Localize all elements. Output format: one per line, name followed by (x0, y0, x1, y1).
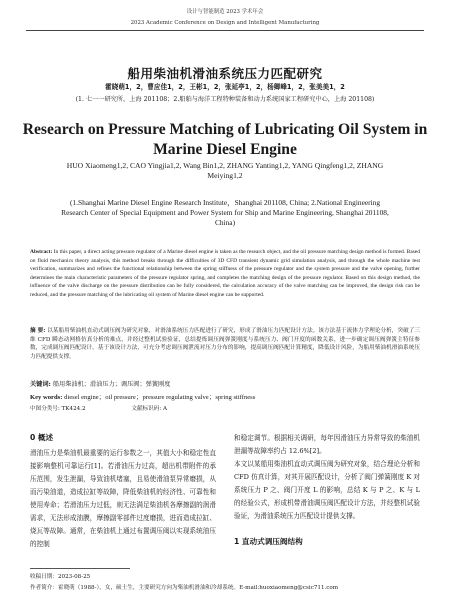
section-1-heading: 1 直动式调压阀结构 (234, 537, 303, 546)
abstract-en (30, 248, 420, 300)
clc-number: 中图分类号: TK424.2 (30, 406, 86, 412)
keywords-en-text: diesel engine；oil pressure；pressure regulating valve；spring stiffness (64, 394, 256, 401)
keywords-cn (30, 379, 420, 388)
footnote-rule (30, 568, 130, 569)
running-header-en: 2023 Academic Conference on Design and Intelligent Manufacturing (130, 20, 320, 26)
document-code: 文献标识码: A (131, 406, 168, 412)
abstract-cn-text: 以某船用柴油机直动式调压阀为研究对象，对滑油系统压力匹配进行了研究，形成了滑油压力匹配设计方法。该方法基于流体力学理论分析，突破了三维 CFD 瞬态动网格仿真分析的难点，并经过整机试验验证，总结提炼调压阀弹簧刚度与系统压力、阀门开度的函数关系，进一步确定调压阀弹簧主特征参数，完成调压阀匹配设计。基于该设计方法，可充分考虑调压阀泄流对压力分布的影响，提高调压阀匹配计算精度，降低设计风险，为船用柴油机滑油系统压力匹配提供支撑。 (30, 328, 420, 360)
footnote-received: 收稿日期：2023-08-25 (30, 574, 91, 580)
authors-cn: 霍晓萌1，2，曹应佳1，2，王彬1，2，张延亭1，2，杨卿峰1，2，张美美1，2 (105, 83, 345, 91)
title-en: Research on Pressure Matching of Lubricating Oil System in Marine Diesel Engine (22, 121, 428, 158)
title-cn: 船用柴油机滑油系统压力匹配研究 (127, 66, 323, 81)
keywords-cn-label: 关键词: (30, 381, 51, 388)
abstract-cn-label: 摘 要: (30, 328, 46, 334)
keywords-cn-text: 船用柴油机；滑油压力；调压阀；弹簧刚度 (52, 381, 171, 388)
affiliation-en: (1.Shanghai Marine Diesel Engine Research Institute，Shanghai 201108, China; 2.National Engineering Research Center of Special Equipment and Power System for Ship and Marine Engineering, Shanghai 201108, China) (61, 198, 389, 227)
body-column-left: 滑油压力是柴油机最重要的运行参数之一，其值大小和稳定性直接影响整机可靠运行[1]。若滑油压力过高，超出机带附件的承压范围，发生泄漏，导致油机堵塞，且易使滑油泵异常磨损，从而污染油道，造成拉缸等故障，降低柴油机的经济性、可靠性和使用寿命；若滑油压力过低，则无法满足柴油机各摩擦副的润滑需求，无法形成油膜，摩擦副零部件过度磨损，进而造成拉缸、烧瓦等故障。通常，在柴油机上通过布置调压阀以实现系统油压的控制 (30, 449, 216, 548)
affiliation-cn: (1. 七一一研究所，上海 201108；2.船舶与海洋工程特种装备和动力系统国家工程研究中心，上海 201108) (75, 96, 375, 103)
running-header-cn: 设计与智能制造 2023 学术年会 (186, 9, 264, 15)
keywords-en-label: Key words: (30, 394, 63, 401)
abstract-cn (30, 327, 420, 361)
abstract-en-label: Abstract: (30, 249, 53, 255)
classification-line (30, 404, 420, 412)
abstract-en-text: In this paper, a direct acting pressure regulator of a Marine diesel engine is taken as the research object, and the oil pressure matching design method is formed. Based on fluid mechanics theory analysis, this method breaks through the difficulties of 3D CFD transient dynamic grid simulation analysis, and through the whole machine test verification, summarizes and refines the functional relationship between the spring stiffness of the pressure regulator and the system pressure and the valve opening, further determines the main characteristic parameters of the pressure regulator spring, and completes the matching design of the pressure regulator. Based on this design method, the influence of the valve discharge on the pressure distribution can be fully considered, the calculation accuracy of the valve matching can be improved, the design risk can be reduced, and the pressure matching of the lubricating oil system of Marine diesel engine can be supported. (30, 249, 420, 298)
footnote-author: 作者简介：霍晓萌（1988-），女，硕士生，主要研究方向为柴油机滑油和冷却系统。E-mail:huoxiaomeng@csic711.com (30, 585, 339, 591)
header-rule (26, 30, 424, 31)
section-0-heading: 0 概述 (30, 433, 54, 442)
keywords-en (30, 391, 420, 401)
authors-en: HUO Xiaomeng1,2, CAO Yingjia1,2, Wang Bin1,2, ZHANG Yanting1,2, YANG Qingfeng1,2, ZHANG Meiying1,2 (66, 161, 384, 180)
body-column-right: 和稳定调节。根据相关调研，每年因滑油压力异常导致的柴油机泄漏等故障率约占 12.6%[2]。 本文以某船用柴油机直动式调压阀为研究对象，结合理论分析和 CFD 仿真计算，对其开展匹配设计，分析了阀门弹簧刚度 K 对系统压力 P 之、阀门开度 L 的影响，总结 K 与 P 之、K 与 L 的经验公式，形成机带滑油调压阀匹配设计方法，并经整机试验验证，为滑油系统压力匹配设计提供支撑。 (234, 434, 420, 520)
